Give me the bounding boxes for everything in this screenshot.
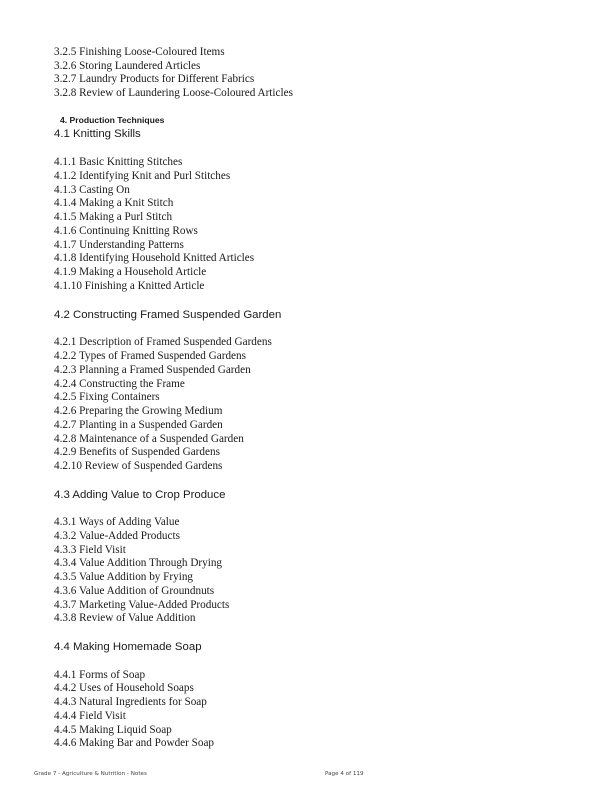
toc-entry: 4.1.4 Making a Knit Stitch bbox=[54, 197, 174, 209]
footer-document-name: Grade 7 - Agriculture & Nutrition - Notes bbox=[34, 771, 147, 777]
toc-entry: 3.2.6 Storing Laundered Articles bbox=[54, 60, 201, 72]
toc-entry: 4.2.10 Review of Suspended Gardens bbox=[54, 460, 223, 472]
toc-entry: 4.3.8 Review of Value Addition bbox=[54, 612, 196, 624]
toc-entry: 4.2.8 Maintenance of a Suspended Garden bbox=[54, 433, 244, 445]
toc-entry: 4.2.5 Fixing Containers bbox=[54, 391, 160, 403]
toc-entry: 4.4.6 Making Bar and Powder Soap bbox=[54, 737, 215, 749]
toc-entry: 4.2.3 Planning a Framed Suspended Garden bbox=[54, 364, 251, 376]
toc-entry: 4.2.2 Types of Framed Suspended Gardens bbox=[54, 350, 246, 362]
toc-entry: 4.3.6 Value Addition of Groundnuts bbox=[54, 585, 215, 597]
toc-entry: 4.4.3 Natural Ingredients for Soap bbox=[54, 696, 207, 708]
section-title: 4.3 Adding Value to Crop Produce bbox=[54, 489, 226, 501]
toc-entry: 4.1.9 Making a Household Article bbox=[54, 266, 207, 278]
toc-entry: 4.1.5 Making a Purl Stitch bbox=[54, 211, 173, 223]
toc-entry: 3.2.5 Finishing Loose-Coloured Items bbox=[54, 46, 225, 58]
toc-entry: 4.2.7 Planting in a Suspended Garden bbox=[54, 419, 223, 431]
chapter-heading: 4. Production Techniques bbox=[60, 115, 165, 125]
section-title: 4.4 Making Homemade Soap bbox=[54, 641, 202, 653]
toc-entry: 4.4.5 Making Liquid Soap bbox=[54, 724, 172, 736]
toc-entry: 4.3.4 Value Addition Through Drying bbox=[54, 557, 223, 569]
toc-entry: 3.2.7 Laundry Products for Different Fabrics bbox=[54, 73, 255, 85]
toc-entry: 4.4.4 Field Visit bbox=[54, 710, 126, 722]
toc-entry: 4.1.7 Understanding Patterns bbox=[54, 239, 184, 251]
toc-entry: 4.3.3 Field Visit bbox=[54, 544, 126, 556]
toc-entry: 4.1.2 Identifying Knit and Purl Stitches bbox=[54, 170, 231, 182]
toc-entry: 4.1.3 Casting On bbox=[54, 184, 130, 196]
toc-entry: 4.3.7 Marketing Value-Added Products bbox=[54, 599, 230, 611]
toc-entry: 4.1.8 Identifying Household Knitted Articles bbox=[54, 252, 255, 264]
toc-entry: 4.2.1 Description of Framed Suspended Gardens bbox=[54, 336, 272, 348]
section-title: 4.2 Constructing Framed Suspended Garden bbox=[54, 309, 282, 321]
toc-entry: 4.3.1 Ways of Adding Value bbox=[54, 516, 180, 528]
toc-entry: 4.1.6 Continuing Knitting Rows bbox=[54, 225, 198, 237]
toc-entry: 3.2.8 Review of Laundering Loose-Coloured Articles bbox=[54, 87, 293, 99]
toc-entry: 4.3.5 Value Addition by Frying bbox=[54, 571, 194, 583]
toc-entry: 4.2.6 Preparing the Growing Medium bbox=[54, 405, 223, 417]
footer-page-number: Page 4 of 119 bbox=[325, 771, 364, 777]
toc-entry: 4.2.9 Benefits of Suspended Gardens bbox=[54, 446, 220, 458]
toc-entry: 4.4.1 Forms of Soap bbox=[54, 669, 146, 681]
toc-entry: 4.4.2 Uses of Household Soaps bbox=[54, 682, 194, 694]
section-title: 4.1 Knitting Skills bbox=[54, 128, 141, 140]
toc-entry: 4.2.4 Constructing the Frame bbox=[54, 378, 185, 390]
toc-entry: 4.3.2 Value-Added Products bbox=[54, 530, 180, 542]
toc-entry: 4.1.10 Finishing a Knitted Article bbox=[54, 280, 205, 292]
toc-entry: 4.1.1 Basic Knitting Stitches bbox=[54, 156, 183, 168]
